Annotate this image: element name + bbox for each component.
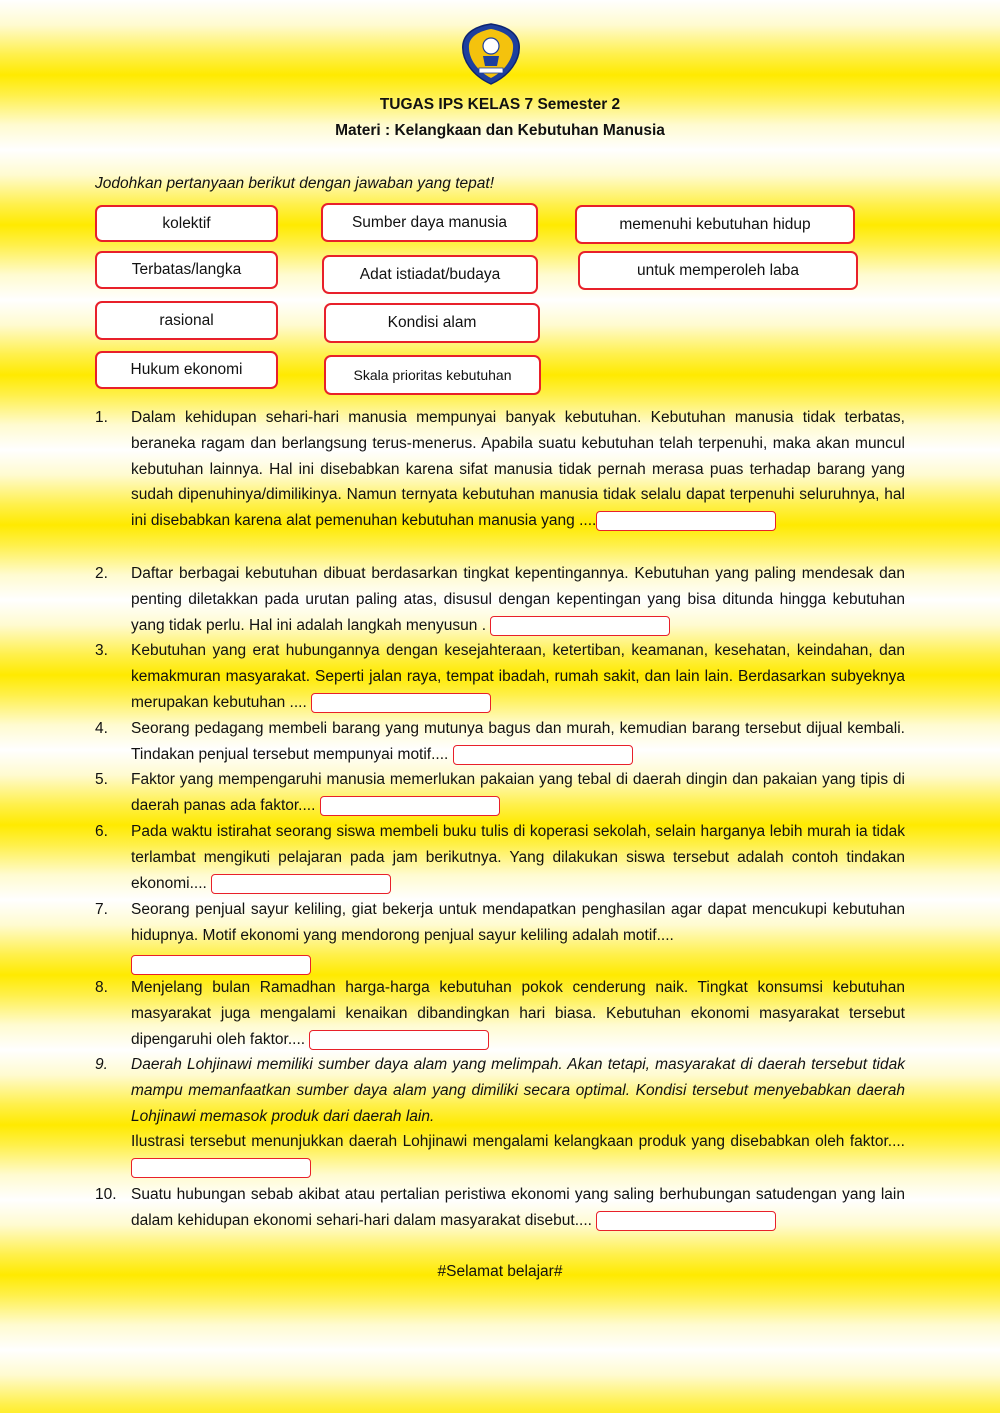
instruction-text: Jodohkan pertanyaan berikut dengan jawaban yang tepat!: [95, 175, 494, 192]
answer-chip[interactable]: Terbatas/langka: [95, 251, 278, 289]
answer-drop-zone[interactable]: [490, 616, 670, 636]
question-2: 2. Daftar berbagai kebutuhan dibuat berdasarkan tingkat kepentingannya. Kebutuhan yang paling mendesak dan penting diletakkan pada urutan paling atas, disusul dengan kepentingan yang bisa ditunda hingga kebutuhan yang tidak perlu. Hal ini adalah langkah menyusun .: [95, 565, 905, 634]
answer-chip[interactable]: rasional: [95, 301, 278, 340]
worksheet-subtitle: Materi : Kelangkaan dan Kebutuhan Manusia: [335, 122, 665, 139]
question-5: 5. Faktor yang mempengaruhi manusia memerlukan pakaian yang tebal di daerah dingin dan pakaian yang tipis di daerah panas ada faktor....: [95, 771, 905, 814]
answer-chip[interactable]: Sumber daya manusia: [321, 203, 538, 242]
question-4: 4. Seorang pedagang membeli barang yang mutunya bagus dan murah, kemudian barang tersebut dijual kembali. Tindakan penjual tersebut mempunyai motif....: [95, 720, 905, 763]
answer-drop-zone[interactable]: [453, 745, 633, 765]
school-emblem-icon: [459, 22, 523, 86]
answer-chip[interactable]: Adat istiadat/budaya: [322, 255, 538, 294]
answer-chip[interactable]: memenuhi kebutuhan hidup: [575, 205, 855, 244]
answer-drop-zone[interactable]: [596, 1211, 776, 1231]
footer-text: #Selamat belajar#: [437, 1263, 563, 1280]
answer-drop-zone[interactable]: [320, 796, 500, 816]
answer-drop-zone[interactable]: [596, 511, 776, 531]
answer-chip[interactable]: Skala prioritas kebutuhan: [324, 355, 541, 395]
question-6: 6. Pada waktu istirahat seorang siswa membeli buku tulis di koperasi sekolah, selain harganya lebih murah ia tidak terlambat mengikuti pelajaran pada jam berikutnya. Yang dilakukan siswa tersebut adalah contoh tindakan ekonomi....: [95, 823, 905, 892]
worksheet-title: TUGAS IPS KELAS 7 Semester 2: [379, 96, 621, 113]
answer-chip[interactable]: kolektif: [95, 205, 278, 242]
question-8: 8. Menjelang bulan Ramadhan harga-harga kebutuhan pokok cenderung naik. Tingkat konsumsi kebutuhan masyarakat juga mengalami kenaikan dibandingkan hari biasa. Kebutuhan ekonomi masyarakat tersebut dipengaruhi oleh faktor....: [95, 979, 905, 1048]
answer-chip[interactable]: Kondisi alam: [324, 303, 540, 343]
answer-drop-zone[interactable]: [131, 955, 311, 975]
answer-drop-zone[interactable]: [131, 1158, 311, 1178]
answer-drop-zone[interactable]: [211, 874, 391, 894]
question-7: 7. Seorang penjual sayur keliling, giat bekerja untuk mendapatkan penghasilan agar dapat mencukupi kebutuhan hidupnya. Motif ekonomi yang mendorong penjual sayur keliling adalah motif....: [95, 897, 905, 975]
question-9: 9. Daerah Lohjinawi memiliki sumber daya alam yang melimpah. Akan tetapi, masyarakat di daerah tersebut tidak mampu memanfaatkan sumber daya alam yang dimiliki secara optimal. Kondisi tersebut menyebabkan daerah Lohjinawi memasok produk dari daerah lain. Ilustrasi tersebut menunjukkan daerah Lohjinawi mengalami kelangkaan produk yang disebabkan oleh faktor....: [95, 1052, 905, 1181]
answer-chip[interactable]: untuk memperoleh laba: [578, 251, 858, 290]
answer-chip[interactable]: Hukum ekonomi: [95, 351, 278, 389]
question-10: 10. Suatu hubungan sebab akibat atau pertalian peristiwa ekonomi yang saling berhubungan satudengan yang lain dalam kehidupan ekonomi sehari-hari dalam masyarakat disebut....: [95, 1186, 905, 1229]
question-1: 1. Dalam kehidupan sehari-hari manusia mempunyai banyak kebutuhan. Kebutuhan manusia tidak terbatas, beraneka ragam dan berlangsung terus-menerus. Apabila suatu kebutuhan telah terpenuhi, maka akan muncul kebutuhan lainnya. Hal ini disebabkan karena sifat manusia tidak pernah merasa puas terhadap barang yang sudah dipenuhinya/dimilikinya. Namun ternyata kebutuhan manusia tidak selalu dapat terpenuhi seluruhnya, hal ini disebabkan karena alat pemenuhan kebutuhan manusia yang ....: [95, 409, 905, 530]
answer-drop-zone[interactable]: [309, 1030, 489, 1050]
answer-drop-zone[interactable]: [311, 693, 491, 713]
question-3: 3. Kebutuhan yang erat hubungannya dengan kesejahteraan, ketertiban, keamanan, kesehatan, keindahan, dan kemakmuran masyarakat. Seperti jalan raya, tempat ibadah, rumah sakit, dan lain lain. Berdasarkan subyeknya merupakan kebutuhan ....: [95, 642, 905, 711]
